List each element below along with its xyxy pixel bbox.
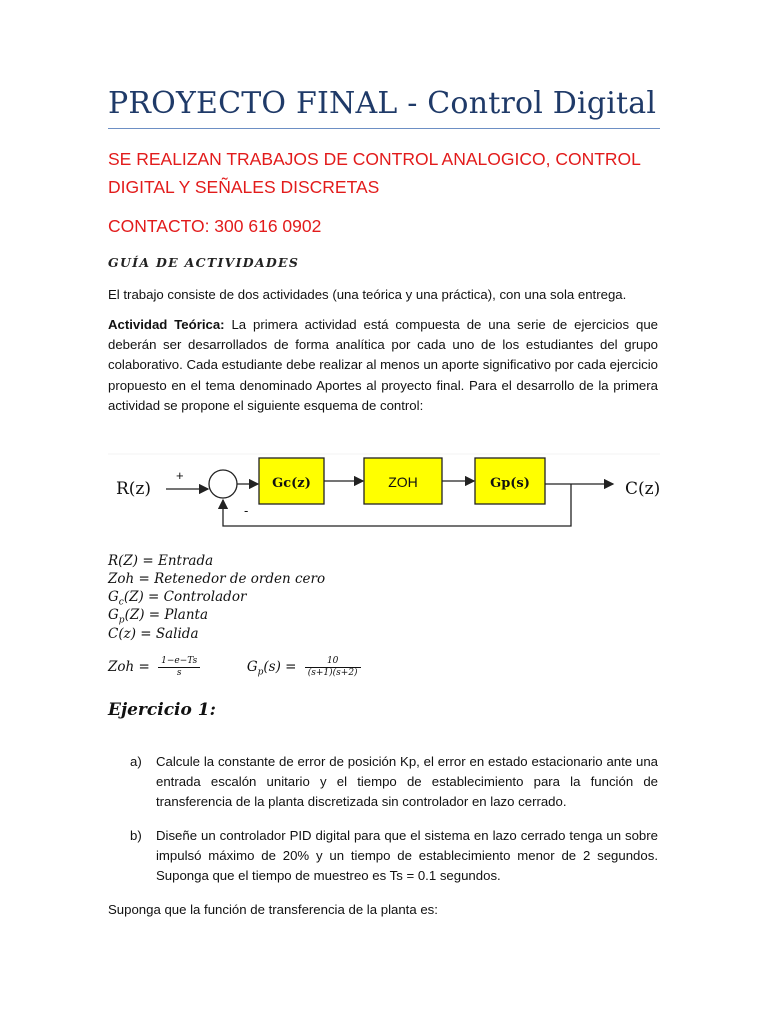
gp-label: Gp(s) xyxy=(490,476,530,491)
minus-sign: - xyxy=(244,503,249,518)
activity-label: Actividad Teórica: xyxy=(108,317,225,332)
item-a-marker: a) xyxy=(130,754,142,769)
summing-junction xyxy=(209,470,237,498)
activity-paragraph xyxy=(108,315,658,416)
activity-text: La primera actividad está compuesta de una serie de ejercicios que deberán ser desarrollados de forma analítica por cada uno de los estudiantes del grupo colaborativo. Cada estudiante debe realizar al menos un aporte significativo por cada ejercicio propuesto en el tema denominado Aportes al proyecto final. Para el desarrollo de la primera actividad se propone el siguiente esquema de control: xyxy=(108,317,658,413)
def-input: R(Z) = Entrada xyxy=(108,553,214,569)
zoh-fraction: $\frac{1-e-Ts}{s}$ xyxy=(158,656,200,679)
formula-row xyxy=(108,656,365,679)
def-output: C(z) = Salida xyxy=(108,626,199,642)
control-block-diagram xyxy=(108,444,660,544)
diagram-input-label: R(z) xyxy=(116,479,152,499)
closing-line: Suponga que la función de transferencia de la planta es: xyxy=(108,902,438,917)
diagram-output-label: C(z) xyxy=(625,479,660,499)
def-controller: $G_c(Z)$ = Controlador xyxy=(108,589,247,608)
exercise-item-b xyxy=(130,826,658,887)
gc-label: Gc(z) xyxy=(272,476,311,491)
item-b-text: Diseñe un controlador PID digital para que el sistema en lazo cerrado tenga un sobre impulsó máximo de 20% y un tiempo de establecimiento menor de 2 segundos. Suponga que el tiempo de muestreo es Ts = 0.1 segundos. xyxy=(156,828,658,884)
headline-line-2: DIGITAL Y SEÑALES DISCRETAS xyxy=(108,177,380,197)
gp-fraction: $\frac{10}{(s+1)(s+2)}$ xyxy=(305,656,361,679)
exercise-title: Ejercicio 1: xyxy=(108,700,216,720)
section-heading: GUÍA DE ACTIVIDADES xyxy=(108,255,300,270)
zoh-label: ZOH xyxy=(388,474,418,490)
headline-line-1: SE REALIZAN TRABAJOS DE CONTROL ANALOGICO, CONTROL xyxy=(108,149,641,169)
title-underline xyxy=(108,128,660,129)
contact-line: CONTACTO: 300 616 0902 xyxy=(108,216,322,236)
intro-paragraph: El trabajo consiste de dos actividades (una teórica y una práctica), con una sola entrega. xyxy=(108,287,627,302)
page-title: PROYECTO FINAL - Control Digital xyxy=(108,86,657,121)
gp-formula-lhs: $G_p(s)$ = xyxy=(246,659,297,678)
def-plant: $G_p(Z)$ = Planta xyxy=(108,607,208,626)
plus-sign: + xyxy=(176,468,184,483)
zoh-formula-lhs: Zoh = xyxy=(108,659,150,675)
exercise-item-a xyxy=(130,752,658,813)
item-b-marker: b) xyxy=(130,828,142,843)
def-zoh: Zoh = Retenedor de orden cero xyxy=(108,571,326,587)
item-a-text: Calcule la constante de error de posición Kp, el error en estado estacionario ante una entrada escalón unitario y el tiempo de establecimiento para la función de transferencia de la planta discretizada sin controlador en lazo cerrado. xyxy=(156,754,658,810)
